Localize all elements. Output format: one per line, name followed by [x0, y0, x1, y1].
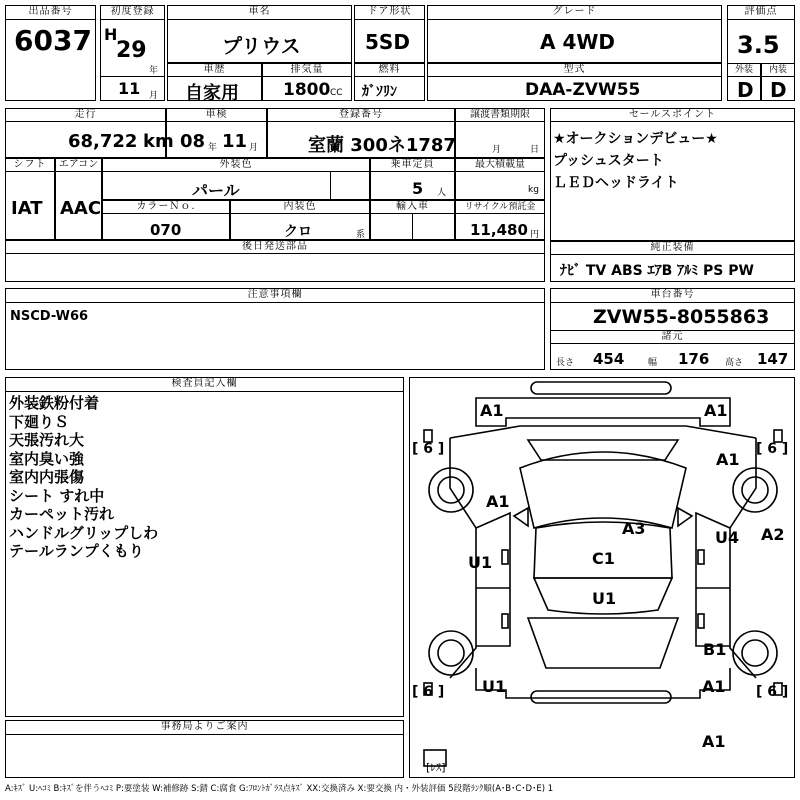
import-label: 輸入車 [370, 200, 455, 214]
sales-line: プッシュスタート [553, 153, 664, 169]
spec-label: 諸元 [550, 330, 795, 344]
mirror-right [678, 508, 692, 526]
history: 自家用 [185, 83, 239, 104]
model: DAA-ZVW55 [525, 80, 641, 100]
mark-fender-right: A1 [716, 450, 740, 469]
mark-front-left: A1 [480, 401, 504, 420]
door-label: ドア形状 [354, 5, 425, 20]
ext-grade: D [737, 78, 754, 102]
recycle: 11,480 [470, 221, 528, 239]
mark-door-front-right: U4 [715, 528, 740, 547]
ext-label: 外装 [727, 63, 761, 77]
wheel-rl [429, 631, 473, 675]
recycle-unit: 円 [530, 230, 540, 240]
note-line: テールランプくもり [9, 542, 144, 560]
mark-rear-left: U1 [482, 677, 507, 696]
mark-rear-pillar-right: A2 [761, 525, 785, 544]
rear-bumper-bar [531, 691, 671, 703]
front-bumper [476, 398, 730, 426]
chassis-label: 車台番号 [550, 288, 795, 303]
rear-bumper [476, 668, 730, 698]
hei-label: 高さ [725, 358, 744, 368]
door-handle [698, 614, 704, 628]
tire-fr: [ 6 ] [756, 441, 789, 457]
color: パール [192, 181, 240, 200]
len-label: 長さ [556, 358, 575, 368]
car-outline [410, 378, 796, 779]
inspection-label: 車検 [166, 108, 267, 122]
mark-rear-center: U1 [592, 589, 617, 608]
era: H [104, 25, 118, 44]
divider [330, 172, 331, 200]
displacement-unit: CC [330, 88, 343, 98]
ac-label: エアコン [55, 158, 102, 172]
reg-year: 29 [116, 38, 147, 63]
int-grade: D [770, 78, 787, 102]
insp-year: 08 [180, 131, 206, 152]
caution-label: 注意事項欄 [5, 288, 545, 303]
door-handle [502, 614, 508, 628]
len: 454 [593, 350, 625, 368]
transfer-label: 譲渡書類期限 [455, 108, 545, 122]
door-handle [698, 550, 704, 564]
sales-label: セールスポイント [550, 108, 795, 122]
inspector-label: 検査員記入欄 [5, 377, 404, 392]
model-label: 型式 [427, 63, 722, 77]
right-side [730, 438, 756, 678]
note-line: 室内臭い強 [9, 449, 85, 468]
transfer-day-unit: 日 [530, 145, 540, 155]
name-label: 車名 [167, 5, 352, 20]
mileage-label: 走行 [5, 108, 166, 122]
score-label: 評価点 [727, 5, 795, 20]
wid-label: 幅 [648, 358, 658, 368]
hood-edge [450, 426, 756, 438]
grade: A 4WD [540, 30, 616, 54]
legend: A:ｷｽﾞ U:ﾍｺﾐ B:ｷｽﾞを伴うﾍｺﾐ P:要塗装 W:補修跡 S:錆 C:腐食 G:ﾌﾛﾝﾄｶﾞﾗｽ点ｷｽﾞ XX:交換済み X:要交換 内・外装評価 5段階ﾗﾝｸ順(A･B･C･D･E) 1 [5, 784, 554, 794]
history-label: 車歴 [167, 63, 262, 77]
shift-label: シフト [5, 158, 55, 172]
divider [100, 76, 165, 77]
displacement-label: 排気量 [262, 63, 352, 77]
note-line: 室内内張傷 [9, 468, 85, 486]
hei: 147 [757, 350, 789, 368]
divider [412, 214, 413, 240]
note-line: 外装鉄粉付着 [9, 394, 100, 412]
colorno-label: カラーＮｏ. [102, 200, 230, 214]
intcolor-unit: 系 [356, 230, 366, 240]
wheel-rr [733, 631, 777, 675]
mark-door-left: U1 [468, 553, 493, 572]
note-line: ハンドルグリップしわ [9, 523, 159, 542]
fuel-label: 燃料 [354, 63, 425, 77]
grade-label: グレード [427, 5, 722, 20]
insp-year-unit: 年 [208, 143, 218, 153]
wid: 176 [678, 350, 710, 368]
capacity-label: 乗車定員 [370, 158, 455, 172]
left-doors [476, 513, 510, 646]
mileage: 68,722 [68, 131, 138, 152]
note-line: カーペット汚れ [9, 505, 115, 523]
inspector-notes [9, 394, 158, 561]
later-label: 後日発送部品 [5, 240, 545, 254]
first-reg-label: 初度登録 [100, 5, 165, 20]
month-unit: 月 [149, 91, 159, 101]
score: 3.5 [737, 31, 780, 59]
tire-rl: [ 6 ] [412, 684, 445, 700]
lot-label: 出品番号 [5, 5, 96, 20]
year-unit: 年 [149, 66, 159, 76]
car-name: プリウス [222, 34, 301, 58]
mileage-unit: km [143, 131, 174, 152]
colorno: 070 [150, 221, 182, 239]
mirror-left [514, 508, 528, 526]
reg-label: 登録番号 [267, 108, 455, 122]
intcolor-label: 内装色 [230, 200, 370, 214]
load-label: 最大積載量 [455, 158, 545, 172]
capacity-unit: 人 [437, 188, 447, 198]
door-type: 5SD [365, 30, 410, 54]
note-line: 天張汚れ大 [9, 431, 85, 449]
capacity: 5 [412, 179, 424, 198]
front-bumper-bar [531, 382, 671, 394]
spare-label: [ﾚｽ] [426, 761, 446, 774]
sales-line: ★オークションデビュー★ [553, 131, 718, 147]
color-label: 外装色 [102, 158, 370, 172]
mark-front-right: A1 [704, 401, 728, 420]
windshield [520, 452, 686, 528]
tire-rr: [ 6 ] [756, 684, 789, 700]
door-handle [502, 550, 508, 564]
lot-number: 6037 [14, 24, 92, 57]
intcolor: クロ [284, 224, 312, 240]
transfer-month-unit: 月 [492, 145, 502, 155]
mark-roof: A3 [622, 519, 646, 538]
reg-month: 11 [118, 79, 141, 98]
front-grille [528, 440, 678, 460]
mark-quarter-right: B1 [703, 640, 727, 659]
office-label: 事務局よりご案内 [5, 720, 404, 735]
equipment-label: 純正装備 [550, 241, 795, 255]
note-line: シート すれ中 [9, 486, 105, 505]
note-line: 下廻りＳ [9, 412, 70, 431]
ac: AAC [60, 198, 102, 219]
tire-fl: [ 6 ] [412, 441, 445, 457]
sales-line: ＬＥＤヘッドライト [553, 175, 679, 191]
mark-roof-center: C1 [592, 549, 615, 568]
trunk [528, 618, 678, 668]
chassis-number: ZVW55-8055863 [593, 306, 770, 328]
mark-bumper-rear: A1 [702, 732, 726, 751]
shift: IAT [11, 198, 43, 219]
caution-text: NSCD-W66 [10, 309, 89, 324]
fuel: ｶﾞｿﾘﾝ [362, 84, 397, 100]
mark-door-front-left: A1 [486, 492, 510, 511]
load-unit: kg [528, 185, 539, 195]
equipment-items: ﾅﾋﾞ TV ABS ｴｱB ｱﾙﾐ PS PW [560, 263, 754, 279]
reg-number: 室蘭 300ネ1787 [308, 135, 456, 156]
insp-month: 11 [222, 131, 248, 152]
recycle-label: リサイクル預託金 [455, 200, 545, 214]
insp-month-unit: 月 [249, 143, 259, 153]
int-label: 内装 [761, 63, 795, 77]
damage-diagram [409, 377, 795, 778]
displacement: 1800 [283, 80, 331, 100]
mark-rear-right: A1 [702, 677, 726, 696]
